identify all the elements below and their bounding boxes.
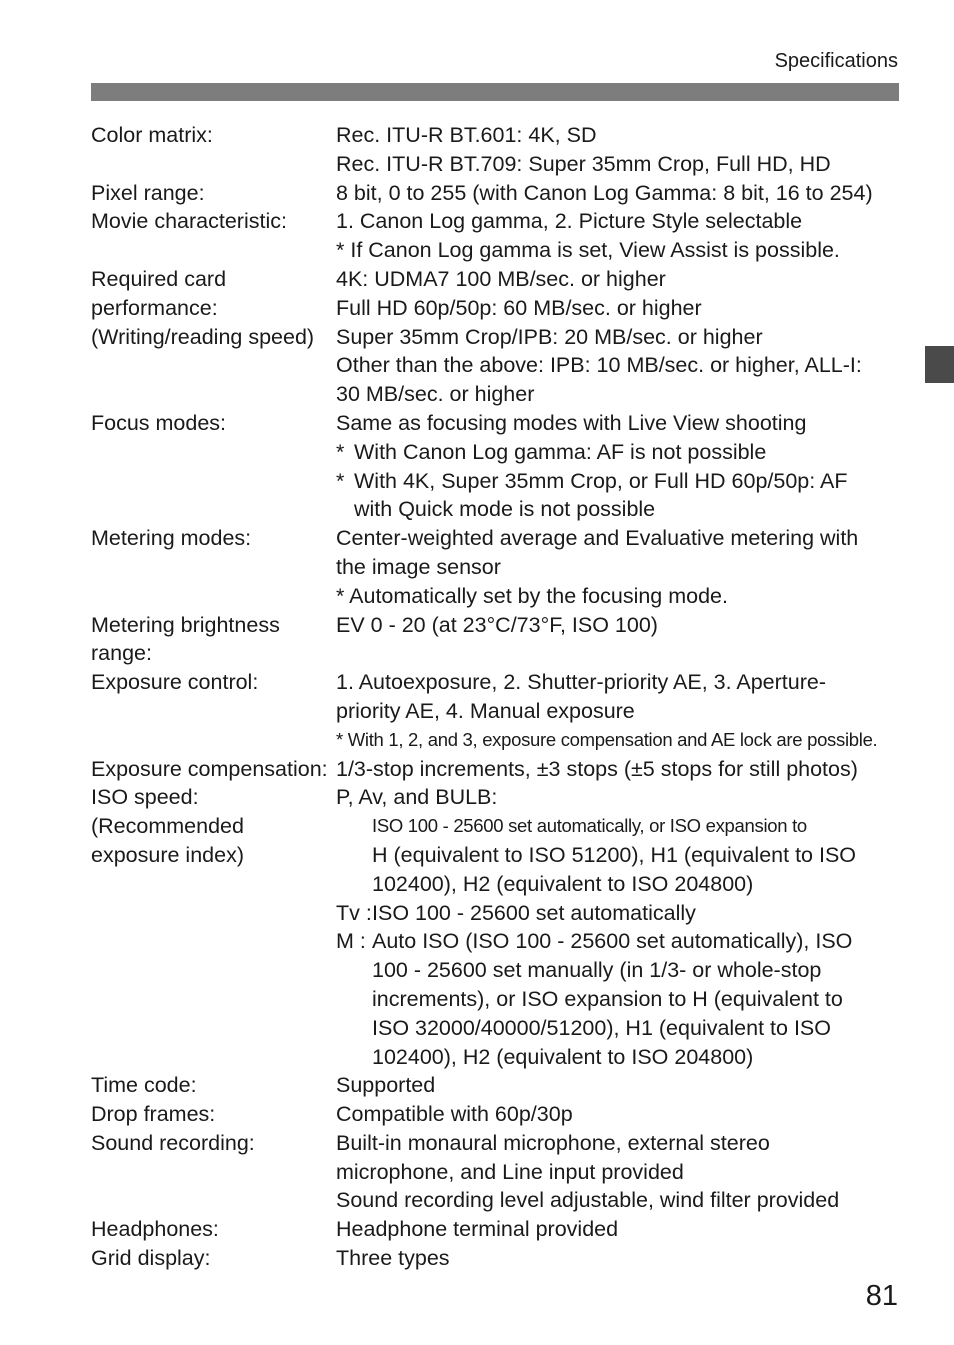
spec-value-line: increments), or ISO expansion to H (equivalent to	[372, 986, 843, 1011]
spec-value	[336, 409, 911, 524]
spec-row-metering-modes	[91, 524, 911, 610]
spec-value-text: ISO 100 - 25600 set automatically, or ISO expansion to	[372, 815, 807, 837]
asterisk-mark: *	[336, 439, 345, 464]
spec-label: Headphones:	[91, 1217, 219, 1242]
spec-value	[336, 1215, 911, 1244]
spec-value-line: 8 bit, 0 to 255 (with Canon Log Gamma: 8 bit, 16 to 254)	[336, 180, 873, 205]
spec-row-exposure-compensation	[91, 755, 911, 784]
spec-value-line: Supported	[336, 1073, 436, 1098]
spec-label: Color matrix:	[91, 123, 213, 147]
spec-label: Grid display:	[91, 1246, 211, 1271]
spec-value	[336, 611, 911, 669]
spec-row-focus-modes	[91, 409, 911, 524]
spec-value	[336, 179, 911, 208]
spec-label: Metering brightness range:	[91, 612, 280, 666]
spec-label: ISO speed: (Recommended exposure index)	[91, 785, 244, 867]
spec-value	[336, 1129, 911, 1215]
spec-value-line: 1/3-stop increments, ±3 stops (±5 stops for still photos)	[336, 756, 858, 781]
spec-row-color-matrix	[91, 121, 911, 179]
spec-value-text: Auto ISO (ISO 100 - 25600 set automatically), ISO	[372, 929, 853, 954]
spec-label: Sound recording:	[91, 1130, 255, 1155]
spec-label: Exposure control:	[91, 670, 259, 695]
chapter-tab-marker	[925, 346, 954, 383]
spec-row-time-code	[91, 1071, 911, 1100]
spec-value-line: Super 35mm Crop/IPB: 20 MB/sec. or higher	[336, 324, 763, 349]
spec-value-line: Rec. ITU-R BT.601: 4K, SD	[336, 123, 597, 147]
spec-note: * With 1, 2, and 3, exposure compensation and AE lock are possible.	[336, 728, 878, 750]
spec-value-line: Headphone terminal provided	[336, 1217, 619, 1242]
spec-note: * If Canon Log gamma is set, View Assist is possible.	[336, 238, 840, 263]
spec-value	[336, 1071, 911, 1100]
spec-value	[336, 265, 911, 409]
spec-row-drop-frames	[91, 1100, 911, 1129]
spec-value-line: 1. Canon Log gamma, 2. Picture Style selectable	[336, 209, 803, 234]
spec-value-line: microphone, and Line input provided	[336, 1159, 684, 1184]
spec-value-line: H (equivalent to ISO 51200), H1 (equivalent to ISO	[372, 842, 857, 867]
spec-label: Pixel range:	[91, 180, 205, 205]
spec-value-line: 4K: UDMA7 100 MB/sec. or higher	[336, 266, 666, 291]
spec-value-line: priority AE, 4. Manual exposure	[336, 698, 635, 723]
spec-value-line: Compatible with 60p/30p	[336, 1102, 573, 1127]
spec-value-line: the image sensor	[336, 554, 501, 579]
spec-value	[336, 668, 911, 754]
spec-value	[336, 121, 911, 179]
spec-row-pixel-range	[91, 179, 911, 208]
spec-label: Movie characteristic:	[91, 209, 287, 234]
spec-row-headphones	[91, 1215, 911, 1244]
specifications-list	[91, 121, 911, 1273]
spec-row-metering-brightness	[91, 611, 911, 669]
spec-value	[336, 783, 911, 1071]
spec-value-line	[336, 899, 911, 928]
spec-value-line: EV 0 - 20 (at 23°C/73°F, ISO 100)	[336, 612, 658, 637]
spec-label: Required card performance: (Writing/reading speed)	[91, 266, 315, 349]
spec-value	[336, 1244, 911, 1273]
spec-value	[336, 755, 911, 784]
asterisk-mark: *	[336, 468, 345, 493]
spec-value	[336, 524, 911, 610]
spec-value-text: ISO 100 - 25600 set automatically	[372, 900, 696, 925]
spec-label: Time code:	[91, 1073, 197, 1098]
spec-value-line: Full HD 60p/50p: 60 MB/sec. or higher	[336, 295, 702, 320]
spec-row-iso-speed	[91, 783, 911, 1071]
mode-tag-m: M :	[336, 929, 366, 954]
spec-value-line: Rec. ITU-R BT.709: Super 35mm Crop, Full HD, HD	[336, 151, 831, 176]
spec-note-text: With Canon Log gamma: AF is not possible	[354, 439, 767, 464]
spec-value-line: Center-weighted average and Evaluative metering with	[336, 526, 859, 551]
spec-value-line: Other than the above: IPB: 10 MB/sec. or higher, ALL-I:	[336, 353, 862, 378]
spec-value-line: Three types	[336, 1246, 450, 1271]
spec-value-line: Same as focusing modes with Live View shooting	[336, 410, 807, 435]
spec-value-line: ISO 32000/40000/51200), H1 (equivalent to ISO	[372, 1015, 831, 1040]
spec-value-line: 102400), H2 (equivalent to ISO 204800)	[372, 1044, 754, 1069]
spec-label: Drop frames:	[91, 1102, 216, 1127]
spec-value	[336, 1100, 911, 1129]
spec-value-line	[336, 812, 911, 841]
spec-value-line: 1. Autoexposure, 2. Shutter-priority AE, 3. Aperture-	[336, 670, 826, 695]
spec-row-sound-recording	[91, 1129, 911, 1215]
spec-value-line: 102400), H2 (equivalent to ISO 204800)	[372, 871, 754, 896]
spec-row-movie-characteristic	[91, 207, 911, 265]
header-rule	[91, 83, 899, 101]
spec-label: Metering modes:	[91, 526, 252, 551]
spec-label: Focus modes:	[91, 410, 227, 435]
spec-row-grid-display	[91, 1244, 911, 1273]
spec-note-continuation: with Quick mode is not possible	[354, 497, 656, 522]
spec-value-line: 100 - 25600 set manually (in 1/3- or whole-stop	[372, 958, 822, 983]
spec-value-line: Sound recording level adjustable, wind filter provided	[336, 1188, 840, 1213]
section-header: Specifications	[774, 50, 898, 72]
spec-value	[336, 207, 911, 265]
spec-value-line	[336, 927, 911, 956]
spec-value-line: 30 MB/sec. or higher	[336, 382, 535, 407]
spec-row-required-card	[91, 265, 911, 409]
spec-note	[336, 438, 911, 467]
spec-label: Exposure compensation:	[91, 756, 328, 781]
mode-tag-tv: Tv :	[336, 900, 372, 925]
spec-value-line: Built-in monaural microphone, external stereo	[336, 1130, 770, 1155]
spec-note-text: With 4K, Super 35mm Crop, or Full HD 60p/50p: AF	[354, 468, 848, 493]
spec-note	[336, 467, 911, 496]
spec-row-exposure-control	[91, 668, 911, 754]
page-number: 81	[865, 1280, 898, 1312]
spec-value-line: P, Av, and BULB:	[336, 785, 498, 810]
spec-note: * Automatically set by the focusing mode.	[336, 583, 728, 608]
